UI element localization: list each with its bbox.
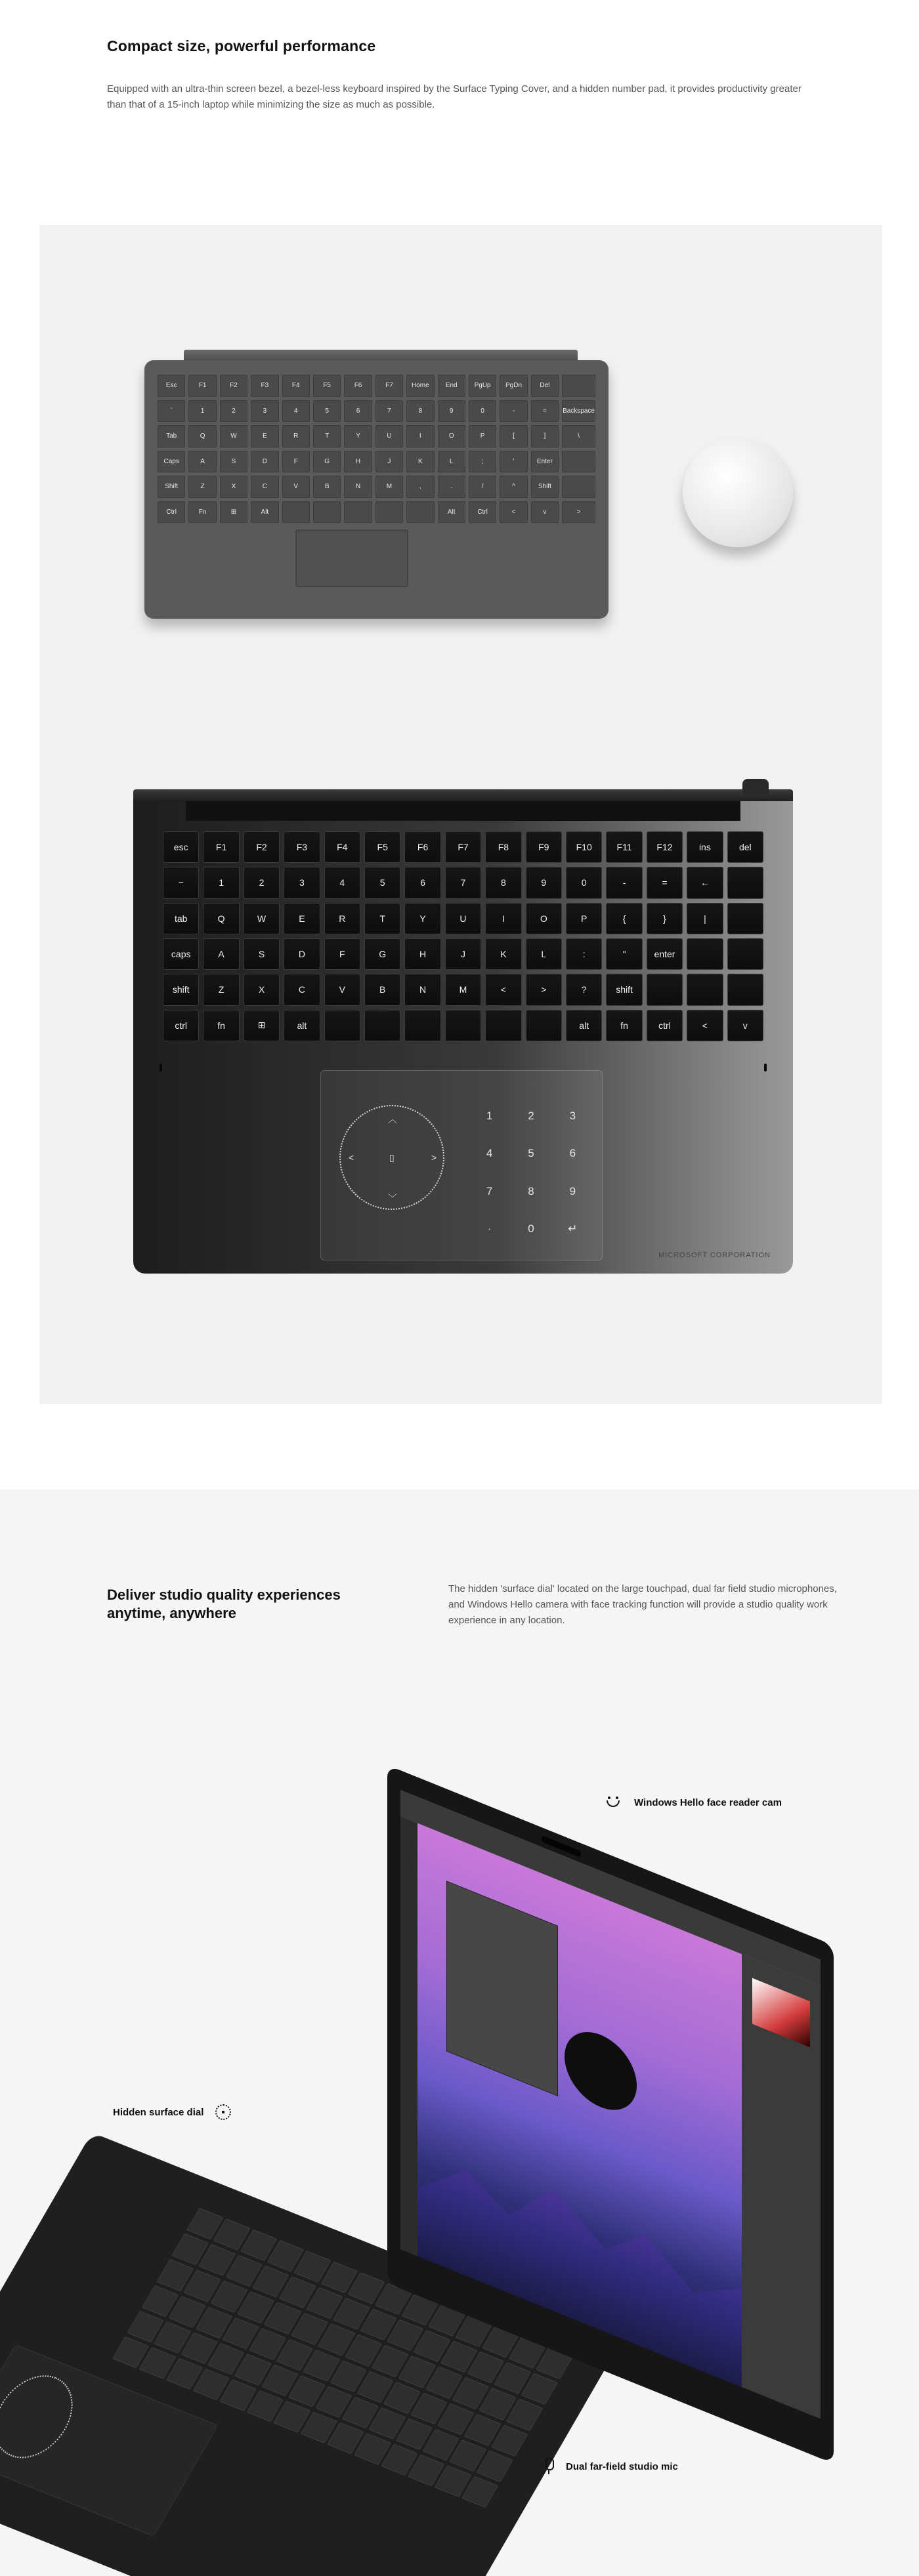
- smile-face-icon: [604, 1795, 622, 1810]
- laptop-key: F5: [364, 831, 400, 863]
- pen-icon: [742, 779, 769, 795]
- laptop-key: F9: [526, 831, 562, 863]
- type-cover-key: F2: [220, 375, 247, 397]
- type-cover-key: ]: [531, 425, 559, 447]
- laptop-key: del: [727, 831, 763, 863]
- laptop-key: I: [485, 903, 521, 934]
- type-cover-key: /: [469, 476, 496, 498]
- laptop-key: esc: [163, 831, 199, 863]
- numpad-key: 5: [528, 1147, 534, 1160]
- laptop-key: |: [687, 903, 723, 934]
- callout-camera-label: Windows Hello face reader cam: [634, 1797, 782, 1808]
- laptop-key: F6: [404, 831, 440, 863]
- type-cover-key: [562, 375, 595, 397]
- type-cover-key: Z: [188, 476, 216, 498]
- type-cover-key: 1: [188, 400, 216, 423]
- type-cover-key: F5: [313, 375, 341, 397]
- type-cover-key: >: [562, 501, 595, 524]
- laptop-key: F1: [203, 831, 239, 863]
- type-cover-keys: [158, 375, 595, 523]
- type-cover-key: F: [282, 451, 310, 473]
- type-cover-key: End: [438, 375, 465, 397]
- type-cover-key: [562, 476, 595, 498]
- laptop-key: shift: [606, 974, 642, 1005]
- type-cover-key: Alt: [251, 501, 278, 524]
- section-description-studio: The hidden 'surface dial' located on the large touchpad, dual far field studio microphones, and Windows Hello camera with face tracking function will provide a studio quality work experience in any location.: [448, 1583, 837, 1626]
- deck-brand-text: MICROSOFT CORPORATION: [658, 1251, 771, 1259]
- type-cover-key: R: [282, 425, 310, 447]
- laptop-key: Z: [203, 974, 239, 1005]
- laptop-key: 3: [284, 867, 320, 898]
- laptop-key: G: [364, 938, 400, 970]
- laptop-key: 8: [485, 867, 521, 898]
- laptop-hinge-cutout: [186, 801, 740, 821]
- laptop-key: F4: [324, 831, 360, 863]
- type-cover-key: [282, 501, 310, 524]
- type-cover-key: Ctrl: [469, 501, 496, 524]
- laptop-key: V: [324, 974, 360, 1005]
- type-cover-key: S: [220, 451, 247, 473]
- type-cover-key: [313, 501, 341, 524]
- laptop-key: E: [284, 903, 320, 934]
- callout-mic-label: Dual far-field studio mic: [566, 2461, 678, 2472]
- type-cover-key: 4: [282, 400, 310, 423]
- laptop-key: L: [526, 938, 562, 970]
- type-cover-key: PgUp: [469, 375, 496, 397]
- type-cover-key: K: [406, 451, 434, 473]
- chevron-up-icon: ︿: [388, 1114, 397, 1125]
- chevron-left-icon: <: [349, 1152, 354, 1163]
- type-cover-key: W: [220, 425, 247, 447]
- laptop-key: 6: [404, 867, 440, 898]
- laptop-key: v: [727, 1010, 763, 1041]
- laptop-key: [364, 1010, 400, 1041]
- type-cover-key: Ctrl: [158, 501, 185, 524]
- numpad-key: 2: [528, 1109, 534, 1122]
- touchpad-dial-ring: [339, 1105, 444, 1210]
- laptop-key: <: [485, 974, 521, 1005]
- laptop-key: S: [244, 938, 280, 970]
- laptop-key: ←: [687, 867, 723, 898]
- laptop-key: ctrl: [647, 1010, 683, 1041]
- type-cover-key: 3: [251, 400, 278, 423]
- laptop-key: 4: [324, 867, 360, 898]
- laptop-key: ?: [566, 974, 602, 1005]
- section-studio: [0, 1489, 919, 2576]
- section-title-compact: Compact size, powerful performance: [107, 37, 376, 54]
- laptop-key: [687, 974, 723, 1005]
- callout-dial-label: Hidden surface dial: [113, 2106, 204, 2118]
- type-cover-key: ^: [500, 476, 527, 498]
- laptop-render: [92, 1765, 834, 2493]
- laptop-key: =: [647, 867, 683, 898]
- laptop-key: Y: [404, 903, 440, 934]
- laptop-key: F3: [284, 831, 320, 863]
- numpad-key: 4: [486, 1147, 493, 1160]
- type-cover-key: 9: [438, 400, 465, 423]
- photoshop-dialog: [446, 1880, 558, 2096]
- type-cover-key: L: [438, 451, 465, 473]
- type-cover-key: Y: [344, 425, 372, 447]
- type-cover-key: Shift: [158, 476, 185, 498]
- laptop-deck-body: [133, 801, 793, 1274]
- type-cover-key: Enter: [531, 451, 559, 473]
- type-cover-key: 0: [469, 400, 496, 423]
- laptop-key: F12: [647, 831, 683, 863]
- onscreen-dial-menu: [565, 2020, 637, 2121]
- laptop-key: ~: [163, 867, 199, 898]
- laptop-key: T: [364, 903, 400, 934]
- microphone-icon: [544, 2458, 554, 2475]
- laptop-key: M: [445, 974, 481, 1005]
- laptop-key: B: [364, 974, 400, 1005]
- type-cover-key: F3: [251, 375, 278, 397]
- type-cover-key: Fn: [188, 501, 216, 524]
- laptop-key: alt: [284, 1010, 320, 1041]
- laptop-key: R: [324, 903, 360, 934]
- type-cover-key: H: [344, 451, 372, 473]
- laptop-keyboard-deck: [133, 789, 793, 1274]
- type-cover-key: D: [251, 451, 278, 473]
- type-cover-key: F1: [188, 375, 216, 397]
- photoshop-tools-panel: [400, 1816, 417, 2256]
- section-title-studio: Deliver studio quality experiences anytime, anywhere: [107, 1587, 341, 1621]
- type-cover-key: 7: [375, 400, 403, 423]
- laptop-key: [727, 867, 763, 898]
- numpad-key: 8: [528, 1184, 534, 1197]
- laptop-key: ctrl: [163, 1010, 199, 1041]
- type-cover-key: \: [562, 425, 595, 447]
- product-stage: [39, 225, 882, 1404]
- laptop-key: ins: [687, 831, 723, 863]
- laptop-key: fn: [606, 1010, 642, 1041]
- laptop-key: [404, 1010, 440, 1041]
- section-description-compact: Equipped with an ultra-thin screen bezel, a bezel-less keyboard inspired by the Surface Typing Cover, and a hidden number pad, it provides productivity greater than that of a 15-inch laptop while minimizing the size as much as possible.: [107, 83, 801, 110]
- type-cover-key: G: [313, 451, 341, 473]
- laptop-key: [727, 974, 763, 1005]
- laptop-key: caps: [163, 938, 199, 970]
- type-cover-key: M: [375, 476, 403, 498]
- surface-dial: [683, 437, 793, 547]
- laptop-key: :: [566, 938, 602, 970]
- laptop-key: [727, 903, 763, 934]
- type-cover-key: F4: [282, 375, 310, 397]
- chevron-down-icon: ﹀: [388, 1193, 397, 1203]
- type-cover-key: V: [282, 476, 310, 498]
- laptop-key: 0: [566, 867, 602, 898]
- laptop-key: K: [485, 938, 521, 970]
- type-cover-key: PgDn: [500, 375, 527, 397]
- callout-camera: [604, 1795, 782, 1810]
- type-cover-key: Backspace: [562, 400, 595, 423]
- callout-dial: [113, 2104, 231, 2120]
- type-cover-body: [144, 360, 609, 619]
- type-cover-key: T: [313, 425, 341, 447]
- laptop-key: Q: [203, 903, 239, 934]
- laptop-key: F8: [485, 831, 521, 863]
- laptop-key: F2: [244, 831, 280, 863]
- laptop-key: N: [404, 974, 440, 1005]
- type-cover-key: N: [344, 476, 372, 498]
- laptop-key: tab: [163, 903, 199, 934]
- type-cover-key: ⊞: [220, 501, 247, 524]
- type-cover-key: [344, 501, 372, 524]
- laptop-key: 2: [244, 867, 280, 898]
- type-cover-key: A: [188, 451, 216, 473]
- laptop-key: C: [284, 974, 320, 1005]
- numpad-key: 6: [569, 1147, 576, 1160]
- laptop-key: alt: [566, 1010, 602, 1041]
- type-cover-key: E: [251, 425, 278, 447]
- type-cover-key: 6: [344, 400, 372, 423]
- type-cover-key: [562, 451, 595, 473]
- dial-center-icon: ▯: [389, 1152, 395, 1163]
- laptop-key: 1: [203, 867, 239, 898]
- type-cover-key: F6: [344, 375, 372, 397]
- laptop-key: P: [566, 903, 602, 934]
- type-cover-key: Tab: [158, 425, 185, 447]
- laptop-key: F7: [445, 831, 481, 863]
- laptop-key: F11: [606, 831, 642, 863]
- type-cover-key: O: [438, 425, 465, 447]
- laptop-key: enter: [647, 938, 683, 970]
- laptop-keys: [163, 831, 763, 1041]
- type-cover-key: U: [375, 425, 403, 447]
- type-cover-key: ;: [469, 451, 496, 473]
- type-cover-key: 8: [406, 400, 434, 423]
- type-cover-keyboard: [144, 350, 609, 619]
- type-cover-key: Home: [406, 375, 434, 397]
- laptop-key: [324, 1010, 360, 1041]
- type-cover-key: [375, 501, 403, 524]
- type-cover-key: Q: [188, 425, 216, 447]
- type-cover-key: [: [500, 425, 527, 447]
- laptop-key: {: [606, 903, 642, 934]
- numpad-key: 7: [486, 1184, 493, 1197]
- type-cover-key: Del: [531, 375, 559, 397]
- type-cover-key: Shift: [531, 476, 559, 498]
- type-cover-key: Caps: [158, 451, 185, 473]
- type-cover-key: <: [500, 501, 527, 524]
- laptop-key: F10: [566, 831, 602, 863]
- type-cover-key: =: [531, 400, 559, 423]
- laptop-key: -: [606, 867, 642, 898]
- speaker-slot-right: [764, 1064, 767, 1071]
- type-cover-key: `: [158, 400, 185, 423]
- touchpad-dial-ring: [0, 2365, 88, 2469]
- laptop-key: J: [445, 938, 481, 970]
- laptop-key: [485, 1010, 521, 1041]
- laptop-key: [445, 1010, 481, 1041]
- laptop-key: ⊞: [244, 1010, 280, 1041]
- type-cover-key: Alt: [438, 501, 465, 524]
- numpad-key: 1: [486, 1109, 493, 1122]
- laptop-key: [647, 974, 683, 1005]
- laptop-key: 5: [364, 867, 400, 898]
- laptop-key: O: [526, 903, 562, 934]
- numpad-key: ·: [487, 1222, 492, 1236]
- type-cover-key: 2: [220, 400, 247, 423]
- laptop-key: [727, 938, 763, 970]
- type-cover-key: .: [438, 476, 465, 498]
- laptop-key: >: [526, 974, 562, 1005]
- laptop-key: <: [687, 1010, 723, 1041]
- type-cover-key: F7: [375, 375, 403, 397]
- laptop-key: shift: [163, 974, 199, 1005]
- laptop-key: ": [606, 938, 642, 970]
- laptop-key: 9: [526, 867, 562, 898]
- numpad-key: ↵: [568, 1222, 578, 1236]
- laptop-key: fn: [203, 1010, 239, 1041]
- laptop-key: D: [284, 938, 320, 970]
- type-cover-key: ': [500, 451, 527, 473]
- laptop-key: 7: [445, 867, 481, 898]
- laptop-key: F: [324, 938, 360, 970]
- laptop-key: W: [244, 903, 280, 934]
- chevron-right-icon: >: [431, 1152, 437, 1163]
- type-cover-key: v: [531, 501, 559, 524]
- type-cover-key: P: [469, 425, 496, 447]
- type-cover-key: C: [251, 476, 278, 498]
- speaker-slot-left: [160, 1064, 162, 1071]
- numpad-key: 3: [569, 1109, 576, 1122]
- type-cover-key: X: [220, 476, 247, 498]
- callout-mic: [544, 2458, 678, 2475]
- numpad-key: 0: [528, 1222, 534, 1236]
- laptop-key: [687, 938, 723, 970]
- laptop-key: U: [445, 903, 481, 934]
- type-cover-key: ,: [406, 476, 434, 498]
- type-cover-key: 5: [313, 400, 341, 423]
- laptop-key: A: [203, 938, 239, 970]
- type-cover-key: Esc: [158, 375, 185, 397]
- type-cover-key: -: [500, 400, 527, 423]
- type-cover-key: J: [375, 451, 403, 473]
- type-cover-key: [406, 501, 434, 524]
- laptop-touchpad: [320, 1070, 603, 1260]
- type-cover-touchpad: [295, 530, 408, 587]
- type-cover-key: I: [406, 425, 434, 447]
- laptop-key: H: [404, 938, 440, 970]
- laptop-key: X: [244, 974, 280, 1005]
- type-cover-key: B: [313, 476, 341, 498]
- dotted-dial-icon: [215, 2104, 231, 2120]
- laptop-key: [526, 1010, 562, 1041]
- laptop-key: }: [647, 903, 683, 934]
- hidden-number-pad: [469, 1097, 593, 1248]
- numpad-key: 9: [569, 1184, 576, 1197]
